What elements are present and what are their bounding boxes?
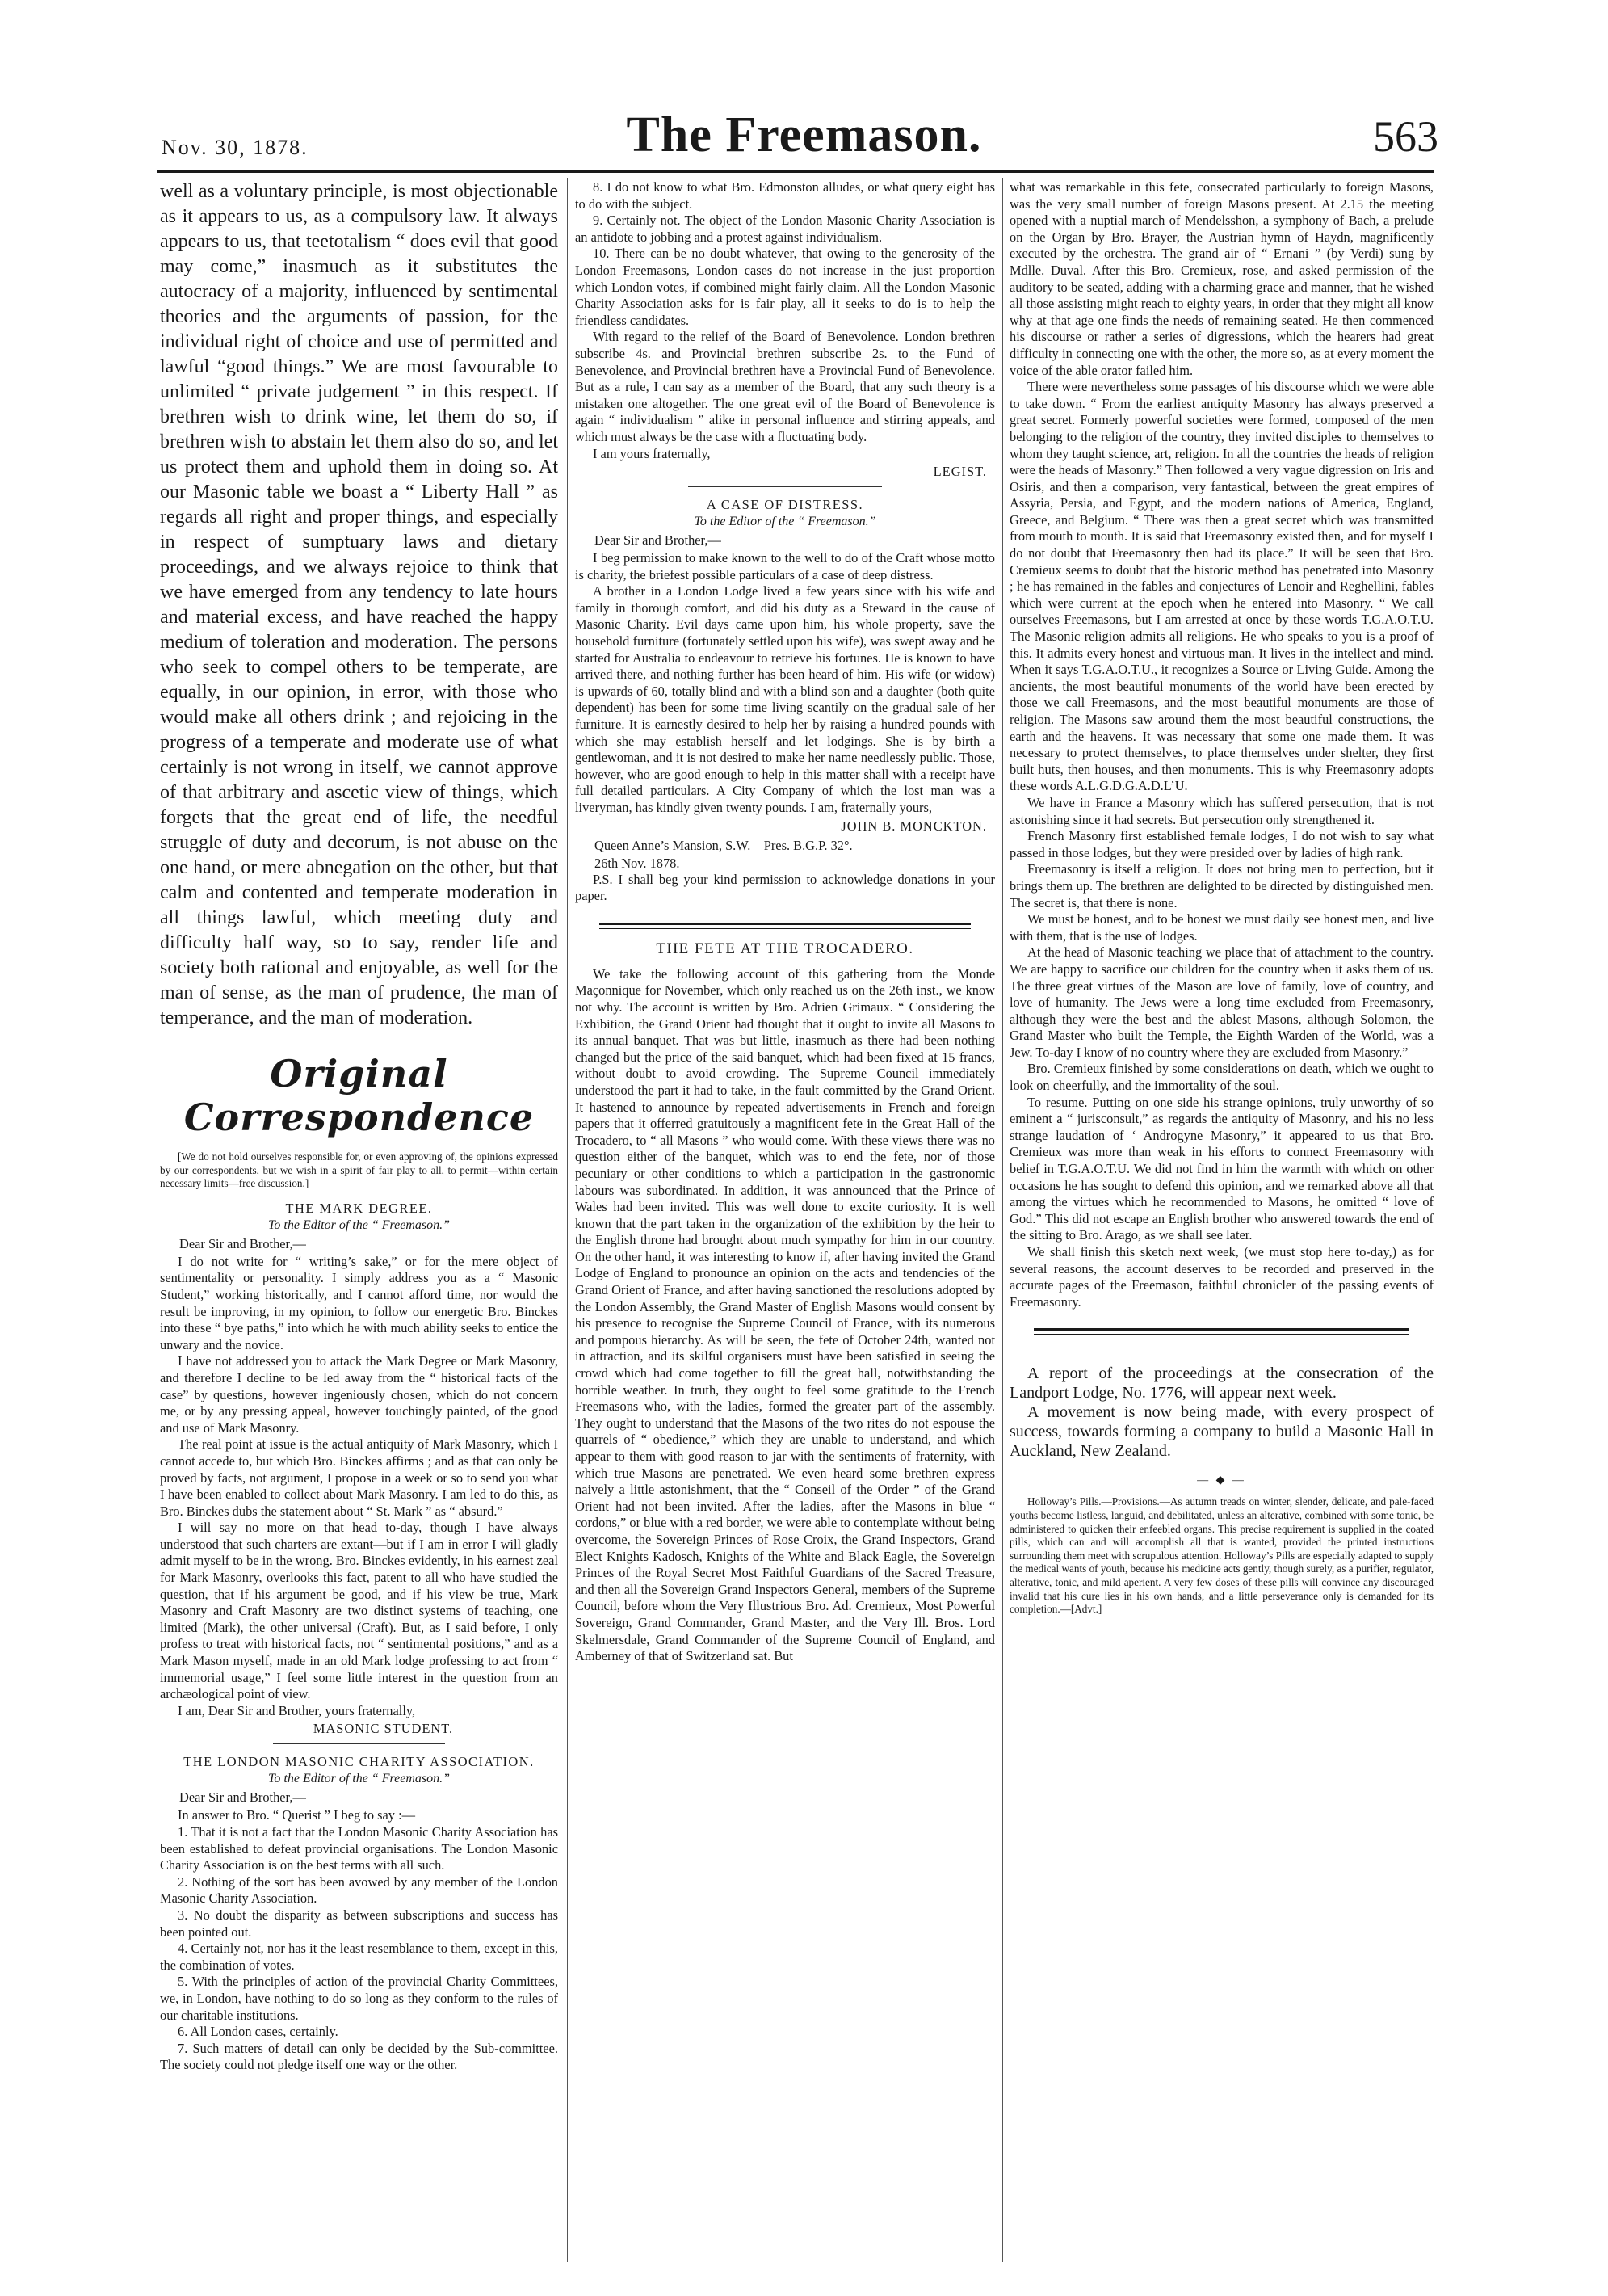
address: Queen Anne’s Mansion, S.W. [594, 837, 751, 853]
disclaimer: [We do not hold ourselves responsible for, or even approving of, the opinions expressed by our correspondents, but we wish in a spirit of fair play to all, to permit—within certain necessary limits—free discussion.] [160, 1150, 558, 1190]
news-note: A report of the proceedings at the consecration of the Landport Lodge, No. 1776, will appear next week. [1010, 1365, 1434, 1402]
to-editor-line: To the Editor of the “ Freemason.” [694, 515, 876, 529]
to-editor-line: To the Editor of the “ Freemason.” [267, 1772, 451, 1786]
header-rule [157, 170, 1434, 173]
letter-paragraph: I have not addressed you to attack the Mark Degree or Mark Masonry, and therefore I decline to be led away from the “ historical facts of the case” by questions, however ingeniously chosen, which do not concern me, or by any pressing appeal, however touchingly painted, of the good and use of Mark Masonry. [160, 1353, 558, 1436]
letter-signature: MASONIC STUDENT. [313, 1721, 454, 1737]
masthead-title: The Freemason. [626, 107, 982, 162]
article-heading: THE FETE AT THE TROCADERO. [656, 940, 914, 957]
numbered-point: 1. That it is not a fact that the London Masonic Charity Association has been established to defeat provincial organisations. The London Masonic Charity Association is on the best terms with all such. [160, 1824, 558, 1873]
separator-rule [273, 1743, 445, 1744]
letter-heading: THE MARK DEGREE. [285, 1200, 433, 1216]
article-paragraph: At the head of Masonic teaching we place that of attachment to the country. We are happy to sacrifice our children for the country when it asks them of us. The three great virtues of the Mason are love of family, love of country, and love of humanity. The Jews were a long time excluded from Freemasonry, although they were the best and the ablest Masons, although Solomon, the Grand Master who built the Temple, the Eighth Warden of the World, was a Jew. To-day I know of no country where they are excluded from Masonry.” [1010, 944, 1434, 1060]
salutation: Dear Sir and Brother,— [179, 1235, 306, 1251]
numbered-point: 5. With the principles of action of the provincial Charity Committees, we, in London, have nothing to do so long as they conform to the rules of our charitable institutions. [160, 1974, 558, 2023]
editorial-paragraph: well as a voluntary principle, is most objectionable as it appears to us, as a compulsory law. It always appears to us, that teetotalism “ does evil that good may come,” inasmuch as it substitutes the autocracy of a majority, influenced by sentimental theories and the arguments of passion, for the individual right of choice and use of permitted and lawful “good things.” We are most favourable to unlimited “ private judgement ” in this respect. If brethren wish to drink wine, let them do so, if brethren wish to abstain let them also do so, and let us protect them and uphold them in doing so. At our Masonic table we boast a “ Liberty Hall ” as regards all right and proper things, and especially in respect of sumptuary laws and dietary proceedings, and we always rejoice to think that we have emerged from any tendency to late hours and material excess, and have reached the happy medium of toleration and moderation. The persons who seek to compel others to be temperate, are equally, in our opinion, in error, with those who would make all others drink ; and rejoicing in the progress of a temperate and moderate use of what certainly is not wrong in itself, we cannot approve of that arbitrary and ascetic view of things, which forgets that the great end of life, the needful struggle of duty and decorum, is not abuse on the one hand, or mere abnegation on the other, but that calm and contented and temperate moderation in all things lawful, which meeting duty and difficulty half way, so to say, render life and society both rational and enjoyable, as well for the man of sense, as the man of prudence, the man of temperance, and the man of moderation. [160, 181, 558, 1028]
article-paragraph: We take the following account of this gathering from the Monde Maçonnique for November, which only reached us on the 26th inst., we know not why. The account is written by Bro. Adrien Grimaux. “ Considering the Exhibition, the Grand Orient had thought that it ought to invite all Masons to its annual banquet. That was but little, inasmuch as there had been nothing changed but the price of the said banquet, which had been fixed at 15 francs, without doubt to avoid crowding. The Supreme Council immediately understood the part it had to take, in the fault committed by the Grand Orient. It hastened to announce by repeated advertisements in French and foreign papers that it offerred gratuitously a magnificent fete in the Great Hall of the Trocadero, to “ all Masons ” who would come. With these views there was no question either of the banquet, which was to end the fete, nor of those pecuniary or other conditions to which a participation in the gastronomic labours was subordinated. In addition, it was announced that the Prince of Wales had been invited. This was well done to excite curiosity. It is well known that the part taken in the organization of the exhibition by the heir to the English throne had brought about much sympathy for him in our country. On the other hand, it was interesting to know if, after having invited the Grand Lodge of England to pronounce an opinion on the acts and tendencies of the Grand Orient of France, and after having sanctioned the resolutions adopted by the London Assembly, the Grand Master of English Masons would consent by his presence to recognise the Supreme Council of France, with its numerous and pompous hierarchy. As will be seen, the fete of October 24th, wanted not in attraction, and its skilful organisers must have been satisfied in seeing the crowd which had come together to fill the great hall, notwithstanding the horrible weather. In truth, they ought to feel some gratitude to the French Freemasons who, with the ladies, formed the greater part of the assembly. They ought to understand that the Masons of the two rites do not espouse the quarrels of “ obedience,” which they are unable to understand, and which appear to them with good reason to jar with the sentiments of fraternity, with which true Masons are penetrated. We even heard some brethren express naively a little astonishment, that the “ Conseil of the Order ” of the Grand Orient had not been invited. After the ladies, after the Masons in blue “ cordons,” or blue with a red border, we were able to contemplate without being overcome, the Sovereign Princes of Rose Croix, the Grand Inspectors, Grand Elect Knights Kadosch, Knights of the White and Black Eagle, the Sovereign Princes of the Royal Secret Most Faithful Guardians of the Sacred Treasure, and then all the Sovereign Grand Inspectors General, members of the Supreme Council, before whom the Very Illustrious Bro. Ad. Cremieux, Most Powerful Sovereign, Grand Commander, Grand Master, and the Very Ill. Bros. Lord Skelmersdale, Grand Commander of the Supreme Council of England, and Amberney of that of Switzerland sat. But [575, 965, 995, 1664]
letter-paragraph: I do not write for “ writing’s sake,” or for the mere object of sentimentality or personality. I simply address you as a “ Masonic Student,” working historically, and I cannot afford time, nor would the result be improving, in my opinion, to follow our energetic Bro. Binckes into these “ bye paths,” into which he with much ability seeks to entice the unwary and the novice. [160, 1253, 558, 1352]
letter-heading: A CASE OF DISTRESS. [706, 497, 864, 513]
column-1 [160, 179, 558, 2264]
numbered-point: 7. Such matters of detail can only be decided by the Sub-committee. The society could not pledge itself one way or the other. [160, 2040, 558, 2073]
letter-paragraph: With regard to the relief of the Board of Benevolence. London brethren subscribe 4s. and Provincial brethren subscribe 2s. to the Fund of Benevolence, and Provincial brethren have a Provincial Fund of Benevolence. But as a rule, I can say as a member of the Board, that any such theory is a mistaken one altogether. The one great evil of the Board of Benevolence is again “ individualism ” alike in personal influence and stirring appeals, and which must always be the case with a fluctuating body. [575, 329, 995, 444]
article-paragraph: We must be honest, and to be honest we must daily see honest men, and live with them, that is the use of lodges. [1010, 911, 1434, 944]
column-2 [575, 179, 995, 2264]
article-paragraph: We have in France a Masonry which has suffered persecution, that is not astonishing since it had secrets. But persecution only strengthened it. [1010, 794, 1434, 827]
advertisement: Holloway’s Pills.—Provisions.—As autumn treads on winter, slender, delicate, and pale-faced youths become listless, languid, and debilitated, unless an alterative, combined with some tonic, be administered to quicken their enfeebled organs. This precise requirement is supplied in the coated pills, which can and will accomplish all that is wanted, provided the printed instructions surrounding them meet with scrupulous attention. Holloway’s Pills are especially adapted to supply the medical wants of youth, because his medicine acts gently, though surely, as a purifier, regulator, alterative, tonic, and mild aperient. A very few doses of these pills will convince any discouraged invalid that his cure lies in his own hands, and a little perseverance only is demanded for its completion.—[Advt.] [1010, 1495, 1434, 1616]
letter-paragraph: I will say no more on that head to-day, though I have always understood that such charters are extant—but if I am in error I will gladly admit myself to be in the wrong. Bro. Binckes evidently, in his earnest zeal for Mark Masonry, overlooks this fact, patent to all who have studied the question, that if his argument be good, and if his view be true, Mark Masonry and Craft Masonry are two distinct systems of teaching, one limited (Mark), the other universal (Craft). But, as I said before, I only profess to treat with historical facts, not “ sentimental positions,” and as a Mark Mason myself, made in an old Mark lodge professing to act from “ immemorial usage,” I feel some little interest in the question from an archæological point of view. [160, 1520, 558, 1702]
numbered-point: 8. I do not know to what Bro. Edmonston alludes, or what query eight has to do with the subject. [575, 179, 995, 212]
to-editor-line: To the Editor of the “ Freemason.” [267, 1217, 451, 1232]
page-number: 563 [1373, 112, 1438, 161]
column-3 [1010, 179, 1434, 2264]
article-paragraph: Freemasonry is itself a religion. It does not bring men to perfection, but it brings them up. The brethren are delighted to be directed by distinguished men. The secret is, that there is none. [1010, 861, 1434, 910]
article-paragraph: French Masonry first established female lodges, I do not wish to say what passed in those lodges, but they were presided over by ladies of high rank. [1010, 828, 1434, 860]
issue-date: Nov. 30, 1878. [162, 136, 309, 159]
letter-closing: I am, Dear Sir and Brother, yours fraternally, [178, 1702, 416, 1718]
numbered-point: 2. Nothing of the sort has been avowed by any member of the London Masonic Charity Association. [160, 1873, 558, 1907]
double-rule [1034, 1328, 1409, 1335]
article-paragraph: We shall finish this sketch next week, (we must stop here to-day,) as for several reasons, the account deserves to be recorded and preserved in the accurate pages of the Freemason, faithful chronicler of the passing events of Freemasonry. [1010, 1244, 1434, 1310]
article-paragraph: what was remarkable in this fete, consecrated particularly to foreign Masons, was the very small number of foreign Masons present. At 2.15 the meeting opened with a nuptial march of Mendelsshon, a symphony of Bach, a prelude on the Organ by Bro. Brayer, the Austrian hymn of Haydn, magnificently executed by the orchestra. The grand air of “ Ernani ” (by Verdi) sung by Mdlle. Duval. After this Bro. Cremieux, rose, and asked permission of the auditory to be seated, adding with a charming grace and manner, that he wished all those assisting might reach to eighty years, in order that they might all know why at that age one finds the needs of remaining seated. He then commenced his discourse or rather a series of digressions, which the hearers had great difficulty in connecting one with the other, the more so, as at every moment the voice of the able orator failed him. [1010, 179, 1434, 378]
letter-paragraph: In answer to Bro. “ Querist ” I beg to say :— [178, 1807, 416, 1823]
article-paragraph: To resume. Putting on one side his strange opinions, truly unworthy of so eminent a “ jurisconsult,” as regards the antiquity of Masonry, and his no less strange laudation of ‘ Androgyne Masonry,” it appeared to us that Bro. Cremieux was more than weak in his efforts to connect Freemasonry with belief in T.G.A.O.T.U. We did not find in him the warmth with which on other occasions he has sought to defend this opinion, and we remarked above all that among the virtues which he recommended to Masons, he omitted “ love of God.” This did not escape an English brother who answered towards the end of the sitting to Bro. Arago, as we shall see later. [1010, 1094, 1434, 1243]
salutation: Dear Sir and Brother,— [179, 1789, 306, 1806]
column-divider [567, 178, 568, 2262]
letter-paragraph: The real point at issue is the actual antiquity of Mark Masonry, which I cannot accede to, but which Bro. Binckes affirms ; and as that can only be proved by facts, not argument, I propose in a week or so to send you what I have been enabled to collect about Mark Masonry. I am led to do this, as Bro. Binckes dubs the statement about “ St. Mark ” as “ absurd.” [160, 1436, 558, 1519]
double-rule [599, 923, 971, 929]
letter-signature: JOHN B. MONCKTON. [841, 818, 987, 834]
ornament-divider: — ◆ — [1197, 1474, 1246, 1487]
numbered-point: 4. Certainly not, nor has it the least resemblance to them, except in this, the combination of votes. [160, 1941, 558, 1973]
letter-paragraph: A brother in a London Lodge lived a few years since with his wife and family in thorough comfort, and did his duty as a Steward in the cause of Masonic Charity. Evil days came upon him, his whole property, save the household furniture (fortunately settled upon his wife), was swept away and he started for Australia to endeavour to retrieve his fortunes. He is known to have arrived there, and nothing further has been heard of him. His wife (or widow) is upwards of 60, totally blind and with a blind son and a daughter (both quite dependent) has been for some time living scantily on the gradual sale of her furniture. It is earnestly desired to help her by raising a hundred pounds with which she may establish herself and let lodgings. She is by birth a gentlewoman, and it is not desired to make her name needlessly public. Those, however, who are good enough to help in this matter shall with a receipt have full detailed particulars. A City Company of which the lost man was a liveryman, has kindly given twenty pounds. I am, fraternally yours, [575, 583, 995, 815]
numbered-point: 9. Certainly not. The object of the London Masonic Charity Association is an antidote to jobbing and a protest against individualism. [575, 212, 995, 245]
column-divider [1002, 178, 1003, 2262]
numbered-point: 10. There can be no doubt whatever, that owing to the generosity of the London Freemasons, London cases do not increase in the just proportion which London votes, if combined might fairly claim. All the London Masonic Charity Association asks for is fair play, all it seeks to do is to help the friendless candidates. [575, 246, 995, 328]
letter-heading: THE LONDON MASONIC CHARITY ASSOCIATION. [183, 1754, 535, 1770]
address-line [594, 838, 995, 854]
section-title: Original Correspondence [183, 1052, 535, 1139]
article-paragraph: Bro. Cremieux finished by some considerations on death, which we ought to look on cheerfully, and the immortality of the soul. [1010, 1061, 1434, 1094]
letter-paragraph: I beg permission to make known to the well to do of the Craft whose motto is charity, the briefest possible particulars of a case of deep distress. [575, 550, 995, 582]
article-paragraph: There were nevertheless some passages of his discourse which we were able to take down. “ From the earliest antiquity Masonry has always preserved a great secret. Formerly powerful societies were formed, composed of the men belonging to the religion of the country, they invited disciples to themselves to whom they taught science, art, religion. In all the countries the heads of religion were the heads of Masonry.” Then followed a very vague digression on Iris and Osiris, and then a comparison, very fantastical, between the great empires of Assyria, Persia, and Egypt, and the modern nations of America, England, Greece, and Belgium. “ There was then a great secret which was transmitted from mouth to mouth. It is said that Freemasonry existed then, and for myself I do not doubt that Freemasonry then had its place.” It will be seen that Bro. Cremieux seems to doubt that the historic method has penetrated into Masonry ; he has remained in the fables and conjectures of Lenoir and Reghellini, fables which were current at the epoch when he entered into Masonry. “ We call ourselves Freemasons, but I am arrested at once by these words T.G.A.O.T.U. The Masonic religion admits all religions. He who speaks to you is a proof of this. It admits every honest and virtuous man. It lives in the intellect and mind. When it says T.G.A.O.T.U., it recognizes a Source or Living Guide. Among the ancients, the most beautiful monuments of the world have been erected by those we call Freemasons, and the most beautiful monuments are those of religion. The Masons saw around them the most beautiful constructions, the earth and the heavens. It was necessary that some one made them. It was necessary to protect themselves, to place themselves under shelter, they first built huts, then houses, and then monuments. This is why Freemasonry adopts these words A.L.G.D.G.A.D.L’U. [1010, 379, 1434, 794]
numbered-point: 3. No doubt the disparity as between subscriptions and success has been pointed out. [160, 1907, 558, 1940]
salutation: Dear Sir and Brother,— [594, 532, 721, 549]
separator-rule [688, 486, 882, 487]
title-line: Pres. B.G.P. 32°. [763, 837, 853, 853]
news-note: A movement is now being made, with every prospect of success, towards forming a company to build a Masonic Hall in Auckland, New Zealand. [1010, 1403, 1434, 1461]
letter-date: 26th Nov. 1878. [594, 855, 680, 871]
letter-closing: I am yours fraternally, [593, 445, 711, 461]
postscript: P.S. I shall beg your kind permission to acknowledge donations in your paper. [575, 871, 995, 904]
numbered-point: 6. All London cases, certainly. [178, 2024, 338, 2040]
letter-signature: LEGIST. [933, 464, 987, 480]
